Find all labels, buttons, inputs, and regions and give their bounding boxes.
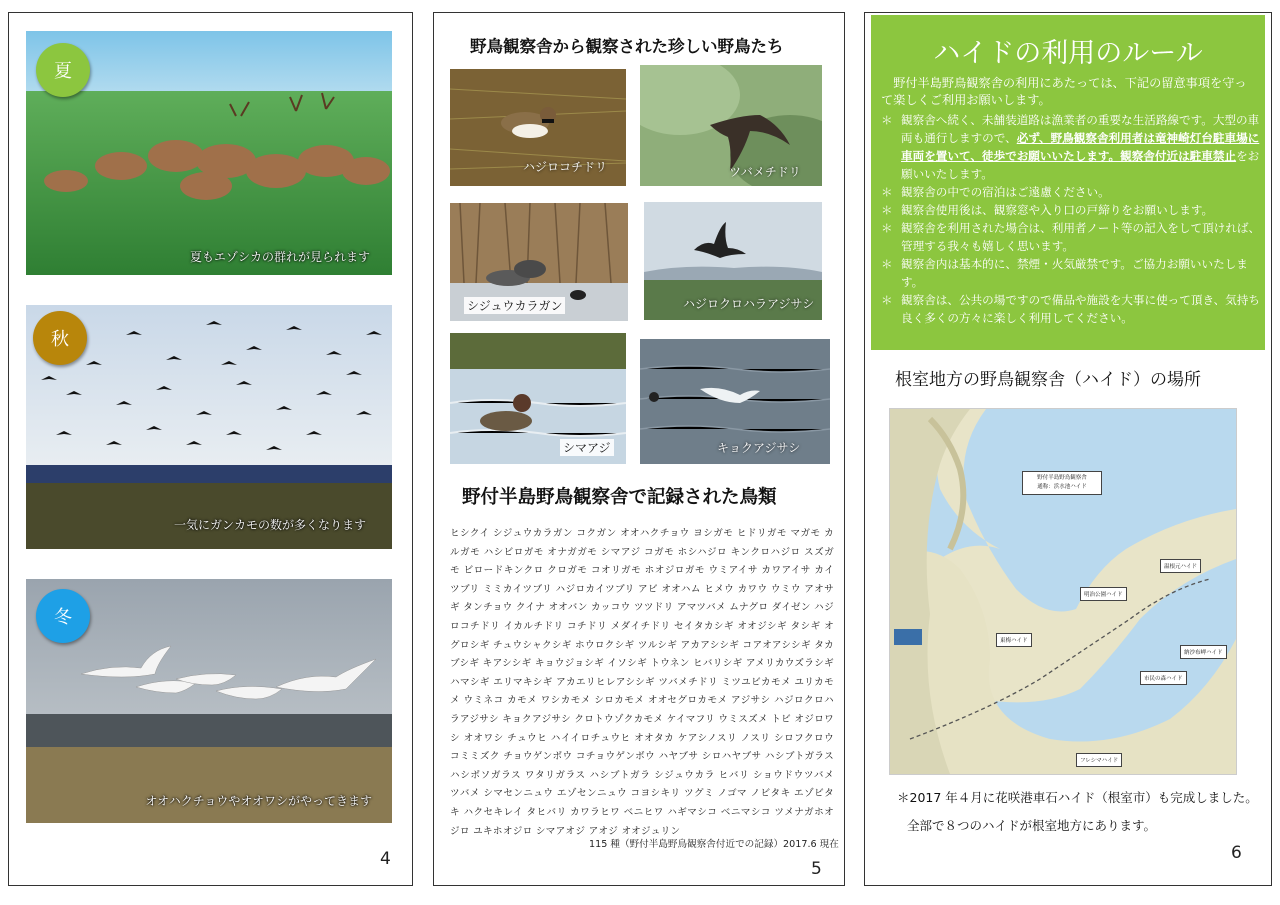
rule-1-text — [901, 111, 1261, 183]
summer-deer-photo — [26, 31, 392, 275]
rule-bullet: ＊ — [881, 203, 893, 217]
rule-bullet: ＊ — [881, 293, 893, 307]
hide-count-note: 全部で８つのハイドが根室地方にあります。 — [907, 818, 1157, 833]
rule-1 — [881, 111, 1261, 183]
rules-box — [871, 15, 1265, 350]
rule-6 — [881, 291, 1261, 327]
rule-6-text: 観察舎は、公共の場ですので備品や施設を大事に使って頂き、気持ち良く多くの方々に楽しく利用してください。 — [901, 293, 1260, 325]
bird-label-6: キョクアジサシ — [717, 441, 801, 455]
page-number-5: 5 — [811, 859, 822, 879]
page-6 — [864, 12, 1272, 886]
rule-1-emphasis: 必ず、野鳥観察舎利用者は竜神崎灯台駐車場に車両を置いて、徒歩でお願いいたします。観察舎付近は駐車禁止 — [901, 131, 1260, 163]
page-4 — [8, 12, 413, 886]
recorded-birds-heading: 野付半島野鳥観察舎で記録された鳥類 — [462, 487, 777, 508]
bird-label-1: ハジロコチドリ — [523, 160, 608, 174]
rule-2 — [881, 183, 1261, 201]
main-hide-sub: 通称：浜水池ハイド — [1037, 484, 1087, 490]
bird-label-2: ツバメチドリ — [729, 165, 801, 179]
nemuro-map-image — [890, 409, 1236, 774]
rule-5 — [881, 255, 1261, 291]
winter-badge — [36, 589, 90, 643]
map-label-hide-a: 温根元ハイド — [1160, 559, 1201, 573]
autumn-label: 秋 — [51, 329, 69, 350]
rule-3-text: 観察舎使用後は、観察窓や入り口の戸締りをお願いします。 — [901, 203, 1214, 217]
page-5 — [433, 12, 845, 886]
bird-label-3: シジュウカラガン — [464, 297, 565, 314]
map-label-hide-d: 市民の森ハイド — [1140, 671, 1187, 685]
bird-list-footer: 115 種（野付半島野鳥観察舎付近での記録）2017.6 現在 — [589, 839, 839, 850]
autumn-geese-photo — [26, 305, 392, 549]
rules-intro — [881, 75, 1257, 109]
winter-label: 冬 — [54, 607, 72, 628]
rule-5-text: 観察舎内は基本的に、禁煙・火気厳禁です。ご協力お願いいたします。 — [901, 257, 1248, 289]
rare-birds-heading: 野鳥観察舎から観察された珍しい野鳥たち — [470, 37, 784, 56]
autumn-caption: 一気にガンカモの数が多くなります — [173, 518, 366, 532]
main-hide-name: 野付半島野鳥観察舎 — [1037, 475, 1087, 481]
map-title: 根室地方の野鳥観察舎（ハイド）の場所 — [895, 370, 1201, 390]
autumn-badge — [33, 311, 87, 365]
bird-species-list: ヒシクイ シジュウカラガン コクガン オオハクチョウ ヨシガモ ヒドリガモ マガモ カルガモ ハシビロガモ オナガガモ シマアジ コガモ ホシハジロ キンクロハジロ スズガモ ビロードキンクロ クロガモ コオリガモ ホオジロガモ ウミアイサ カワアイサ カイツブリ ミミカイツブリ ハジロカイツブリ アビ オオハム ヒメウ カワウ ウミウ アオサギ タンチョウ クイナ オオバン カッコウ ツツドリ アマツバメ ムナグロ ダイゼン ハジロコチドリ イカルチドリ コチドリ メダイチドリ セイタカシギ オオジシギ タシギ オグロシギ チュウシャクシギ ホウロクシギ ツルシギ アカアシシギ コアオアシシギ タカブシギ キアシシギ キョウジョシギ イソシギ トウネン ヒバリシギ アメリカウズラシギ ハマシギ エリマキシギ アカエリヒレアシシギ ツバメチドリ ミツユビカモメ ユリカモメ ウミネコ カモメ ワシカモメ シロカモメ オオセグロカモメ アジサシ ハジロクロハラアジサシ キョクアジサシ クロトウゾクカモメ ケイマフリ ウミスズメ トビ オジロワシ オオワシ チュウヒ ハイイロチュウヒ オオタカ ケアシノスリ ノスリ シロフクロウ コミミズク チョウゲンボウ コチョウゲンボウ ハヤブサ シロハヤブサ ハシブトガラス ハシボソガラス ワタリガラス ハシブトガラ シジュウカラ ヒバリ ショウドウツバメ ツバメ シマセンニュウ エゾセンニュウ コヨシキリ ツグミ ノゴマ ノビタキ エゾビタキ ハクセキレイ タヒバリ カワラヒワ ベニヒワ ハギマシコ ベニマシコ ツメナガホオジロ ユキホオジロ シマアオジ アオジ オオジュリン — [450, 528, 834, 837]
page-number-4: 4 — [380, 849, 391, 869]
map-label-main-hide — [1022, 471, 1102, 495]
summer-label: 夏 — [54, 61, 72, 82]
rule-3 — [881, 201, 1261, 219]
rules-title: ハイドの利用のルール — [933, 38, 1203, 69]
winter-swans-photo — [26, 579, 392, 823]
page-number-6: 6 — [1231, 843, 1242, 863]
rule-bullet: ＊ — [881, 257, 893, 271]
rule-1-part-a: 観察舎へ続く、未舗装道路は漁業者の重要な生活路線です。大型の車両も通行しますので、 — [901, 113, 1260, 145]
rule-4 — [881, 219, 1261, 255]
bird-label-5: シマアジ — [560, 439, 614, 456]
rule-1-part-c: をお願いいたします。 — [901, 149, 1260, 181]
hide-location-map — [889, 408, 1237, 775]
summer-badge — [36, 43, 90, 97]
map-label-hide-b: 明治公園ハイド — [1080, 587, 1127, 601]
summer-caption: 夏もエゾシカの群れが見られます — [189, 250, 370, 264]
rules-intro-text: 野付半島野鳥観察舎の利用にあたっては、下記の留意事項を守って楽しくご利用お願いします。 — [881, 76, 1247, 107]
bird-label-4: ハジロクロハラアジサシ — [683, 297, 815, 311]
rule-2-text: 観察舎の中での宿泊はご遠慮ください。 — [901, 185, 1110, 199]
map-label-hide-c: 東梅ハイド — [996, 633, 1032, 647]
map-label-hide-e: 納沙布岬ハイド — [1180, 645, 1227, 659]
rule-bullet: ＊ — [881, 185, 893, 199]
new-hide-note: ＊2017 年４月に花咲港車石ハイド（根室市）も完成しました。 — [897, 790, 1258, 805]
winter-caption: オオハクチョウやオオワシがやってきます — [145, 794, 372, 808]
map-label-hide-f: フレシマハイド — [1076, 753, 1122, 767]
rule-bullet: ＊ — [881, 113, 893, 127]
rule-4-text: 観察舎を利用された場合は、利用者ノート等の記入をして頂ければ、管理する我々も嬉しく思います。 — [901, 221, 1261, 253]
rule-bullet: ＊ — [881, 221, 893, 235]
